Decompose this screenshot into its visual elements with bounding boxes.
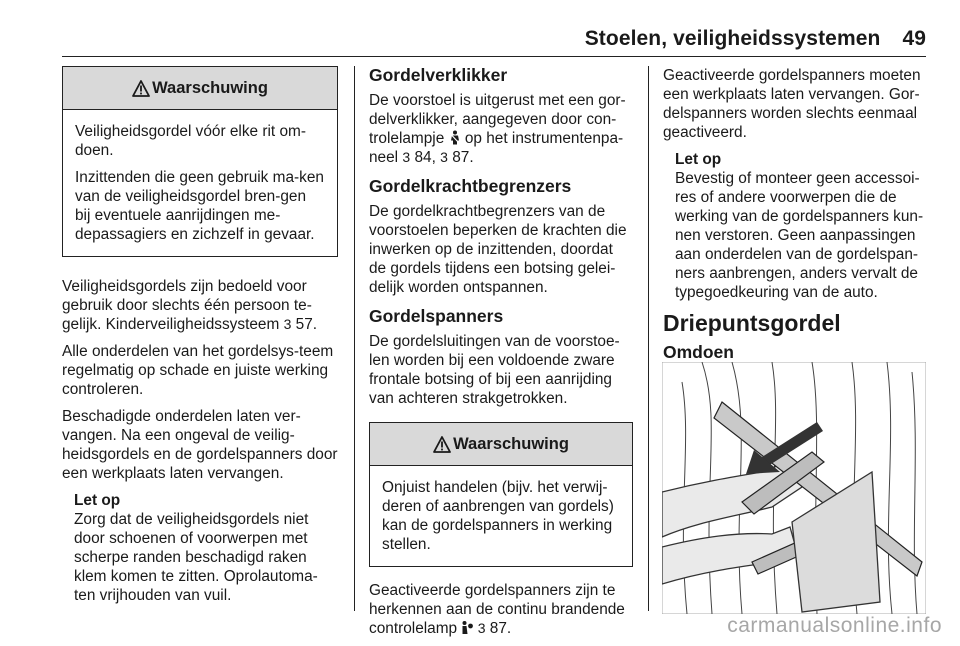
page-ref[interactable]: 84, (414, 149, 436, 166)
seatbelt-reminder-icon (449, 130, 461, 145)
warning-box (62, 66, 338, 257)
warning-title: Waarschuwing (453, 434, 569, 453)
left-column (62, 66, 338, 605)
paragraph-text: Veiligheidsgordels zijn bedoeld voor gebruik door slechts één persoon te-gelijk. Kinderveiligheidssysteem (62, 278, 312, 333)
header-rule (62, 56, 926, 57)
warning-text: Inzittenden die geen gebruik ma-ken van de veiligheidsgordel bren-gen bij eventuele aanrijdingen me-depassagiers en zichzelf in gevaar. (75, 169, 324, 243)
paragraph-text: op het instrumentenpa-neel (369, 130, 624, 166)
warning-title: Waarschuwing (152, 78, 268, 97)
heading-fastening: Omdoen (663, 342, 734, 362)
paragraph: De gordelsluitingen van de voorstoe-len worden bij een voldoende zware frontale botsing of bij een aanrijding van achteren strakgetrokken. (369, 333, 620, 407)
page-ref-arrow-icon: 3 (283, 316, 292, 332)
page-ref[interactable]: 87. (452, 149, 474, 166)
page-ref-arrow-icon: 3 (477, 620, 486, 636)
page-header (585, 27, 926, 51)
note-title: Let op (675, 151, 722, 168)
warning-box (369, 422, 633, 567)
warning-triangle-icon (132, 80, 150, 97)
right-column (663, 66, 933, 372)
paragraph (369, 581, 633, 638)
paragraph-text: Geactiveerde gordelspanners zijn te herkennen aan de continu brandende controlelamp (369, 582, 625, 637)
warning-text: Onjuist handelen (bijv. het verwij-deren of aanbrengen van gordels) kan de gordelspanners in werking stellen. (382, 479, 614, 553)
heading-three-point-belt: Driepuntsgordel (663, 310, 841, 336)
warning-header (370, 423, 632, 466)
note-block (62, 491, 338, 605)
warning-header (63, 67, 337, 110)
paragraph (369, 91, 633, 167)
page-number: 49 (902, 27, 926, 50)
page-ref[interactable]: 57. (295, 316, 318, 333)
warning-triangle-icon (433, 436, 451, 453)
seatbelt-illustration (662, 362, 926, 614)
section-title: Stoelen, veiligheidssystemen (584, 27, 881, 50)
warning-text: Veiligheidsgordel vóór elke rit om-doen. (75, 123, 306, 159)
column-divider (354, 66, 355, 611)
middle-column (369, 66, 633, 646)
paragraph: De gordelkrachtbegrenzers van de voorstoelen beperken de krachten die inwerken op de inzittenden, doordat de gordels tijdens een botsing gelei-delijk worden ontspannen. (369, 203, 627, 296)
note-block (663, 150, 933, 302)
paragraph (62, 277, 338, 334)
paragraph: Beschadigde onderdelen laten ver-vangen. Na een ongeval de veilig-heidsgordels en de gordelspanners door een werkplaats laten vervangen. (62, 408, 338, 482)
airbag-warning-icon (461, 620, 473, 635)
page-ref-arrow-icon: 3 (402, 149, 411, 165)
paragraph-text: De voorstoel is uitgerust met een gor-delverklikker, aangegeven door con-trolelampje (369, 92, 626, 147)
note-title: Let op (74, 492, 121, 509)
watermark: carmanualsonline.info (727, 614, 942, 637)
paragraph: Geactiveerde gordelspanners moeten een werkplaats laten vervangen. Gor-delspanners worden slechts eenmaal geactiveerd. (663, 67, 921, 141)
heading-force-limiters: Gordelkrachtbegrenzers (369, 176, 572, 196)
heading-tensioners: Gordelspanners (369, 306, 504, 326)
note-text: Bevestig of monteer geen accessoi-res of andere voorwerpen die de werking van de gordelspanners kun-nen verstoren. Geen aanpassingen aan onderdelen van de gordelspan-ners aanbrengen, anders vervalt de typegoedkeuring van de auto. (675, 170, 924, 301)
note-text: Zorg dat de veiligheidsgordels niet door schoenen of voorwerpen met scherpe randen beschadigd raken klem komen te zitten. Oprolautoma-ten vrijhouden van vuil. (74, 511, 318, 604)
column-divider (648, 66, 649, 611)
paragraph: Alle onderdelen van het gordelsys-teem regelmatig op schade en juiste werking controleren. (62, 343, 334, 398)
page-ref-arrow-icon: 3 (440, 149, 448, 165)
heading-belt-reminder: Gordelverklikker (369, 65, 508, 85)
page-ref[interactable]: 87. (489, 620, 512, 637)
